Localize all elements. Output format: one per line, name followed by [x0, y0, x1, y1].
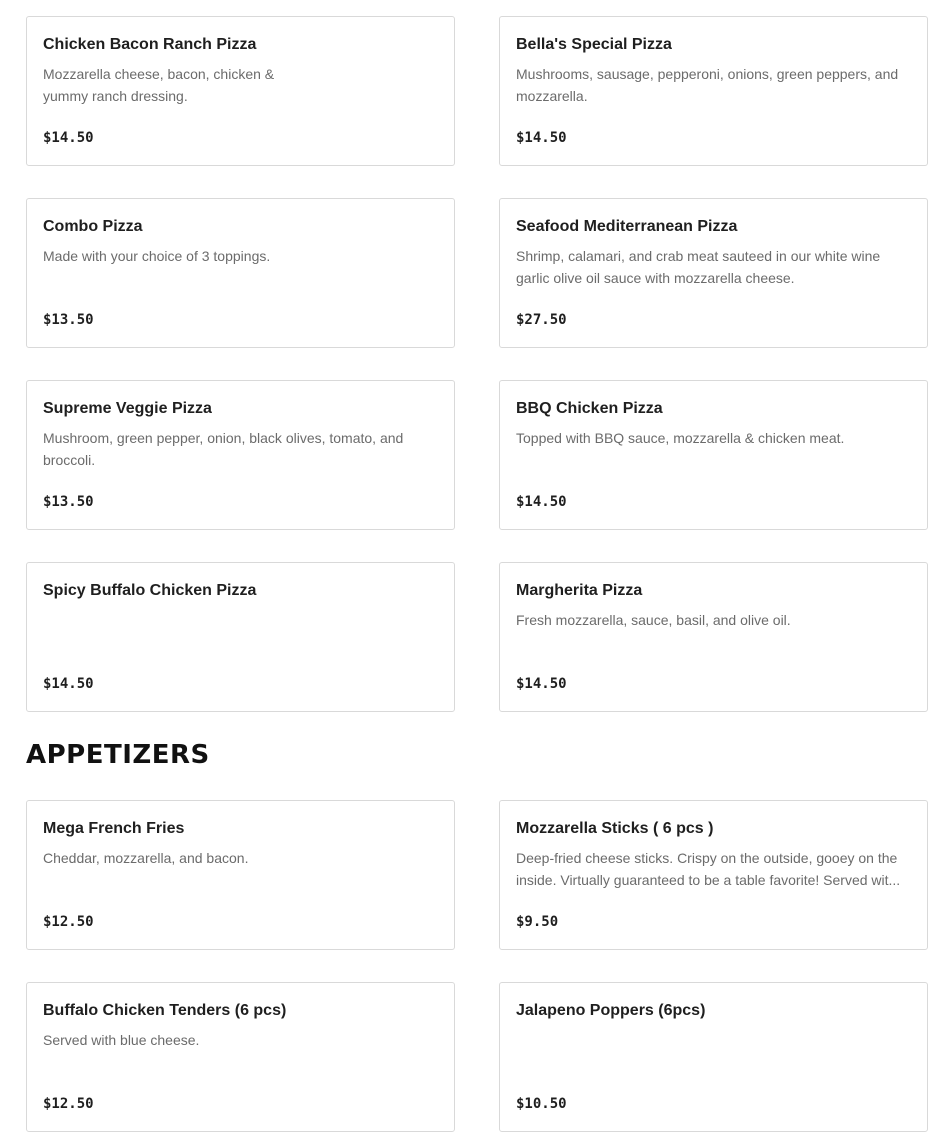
menu-item-price: $10.50 [516, 1096, 567, 1112]
menu-item-description: Served with blue cheese. [43, 1032, 200, 1048]
menu-item-name: Bella's Special Pizza [516, 36, 672, 53]
menu-item-card[interactable] [26, 800, 455, 950]
menu-item-description: Mushroom, green pepper, onion, black olives, tomato, and broccoli. [43, 430, 404, 468]
menu-item-description: Cheddar, mozzarella, and bacon. [43, 850, 249, 866]
menu-item-name: Combo Pizza [43, 218, 143, 235]
menu-item-card[interactable] [26, 982, 455, 1132]
menu-item-card[interactable] [26, 198, 455, 348]
menu-item-name: Buffalo Chicken Tenders (6 pcs) [43, 1002, 287, 1019]
pizza-menu-grid [26, 16, 928, 712]
menu-item-description: Mozzarella cheese, bacon, chicken & yummy ranch dressing. [43, 66, 275, 104]
menu-item-price: $14.50 [43, 676, 94, 692]
menu-item-price: $14.50 [43, 130, 94, 146]
menu-item-description: Mushrooms, sausage, pepperoni, onions, green peppers, and mozzarella. [516, 66, 899, 104]
menu-item-name: Mozzarella Sticks ( 6 pcs ) [516, 820, 714, 837]
menu-item-card[interactable] [499, 16, 928, 166]
menu-item-price: $14.50 [516, 494, 567, 510]
menu-item-price: $9.50 [516, 914, 559, 930]
menu-item-price: $14.50 [516, 130, 567, 146]
menu-item-price: $13.50 [43, 312, 94, 328]
menu-item-price: $14.50 [516, 676, 567, 692]
menu-item-card[interactable] [499, 562, 928, 712]
menu-item-price: $27.50 [516, 312, 567, 328]
menu-item-card[interactable] [499, 982, 928, 1132]
menu-item-card[interactable] [499, 198, 928, 348]
menu-item-price: $12.50 [43, 1096, 94, 1112]
menu-item-card[interactable] [499, 380, 928, 530]
menu-item-description: Deep-fried cheese sticks. Crispy on the outside, gooey on the inside. Virtually guaranteed to be a table favorite! Served wit... [516, 850, 901, 888]
menu-item-description: Fresh mozzarella, sauce, basil, and olive oil. [516, 612, 791, 628]
menu-item-description: Made with your choice of 3 toppings. [43, 248, 271, 264]
menu-item-description: Topped with BBQ sauce, mozzarella & chicken meat. [516, 430, 845, 446]
appetizers-menu-grid [26, 800, 928, 1132]
menu-item-description: Shrimp, calamari, and crab meat sauteed in our white wine garlic olive oil sauce with mozzarella cheese. [516, 248, 881, 286]
menu-item-card[interactable] [26, 16, 455, 166]
menu-item-name: Margherita Pizza [516, 582, 643, 599]
menu-item-card[interactable] [26, 380, 455, 530]
menu-item-price: $13.50 [43, 494, 94, 510]
menu-item-name: BBQ Chicken Pizza [516, 400, 663, 417]
menu-item-card[interactable] [26, 562, 455, 712]
menu-item-card[interactable] [499, 800, 928, 950]
menu-item-name: Jalapeno Poppers (6pcs) [516, 1002, 706, 1019]
menu-item-name: Spicy Buffalo Chicken Pizza [43, 582, 257, 599]
menu-item-name: Mega French Fries [43, 820, 185, 837]
menu-item-price: $12.50 [43, 914, 94, 930]
menu-item-name: Supreme Veggie Pizza [43, 400, 212, 417]
menu-item-name: Chicken Bacon Ranch Pizza [43, 36, 257, 53]
section-title-appetizers: APPETIZERS [26, 740, 210, 770]
menu-item-name: Seafood Mediterranean Pizza [516, 218, 738, 235]
